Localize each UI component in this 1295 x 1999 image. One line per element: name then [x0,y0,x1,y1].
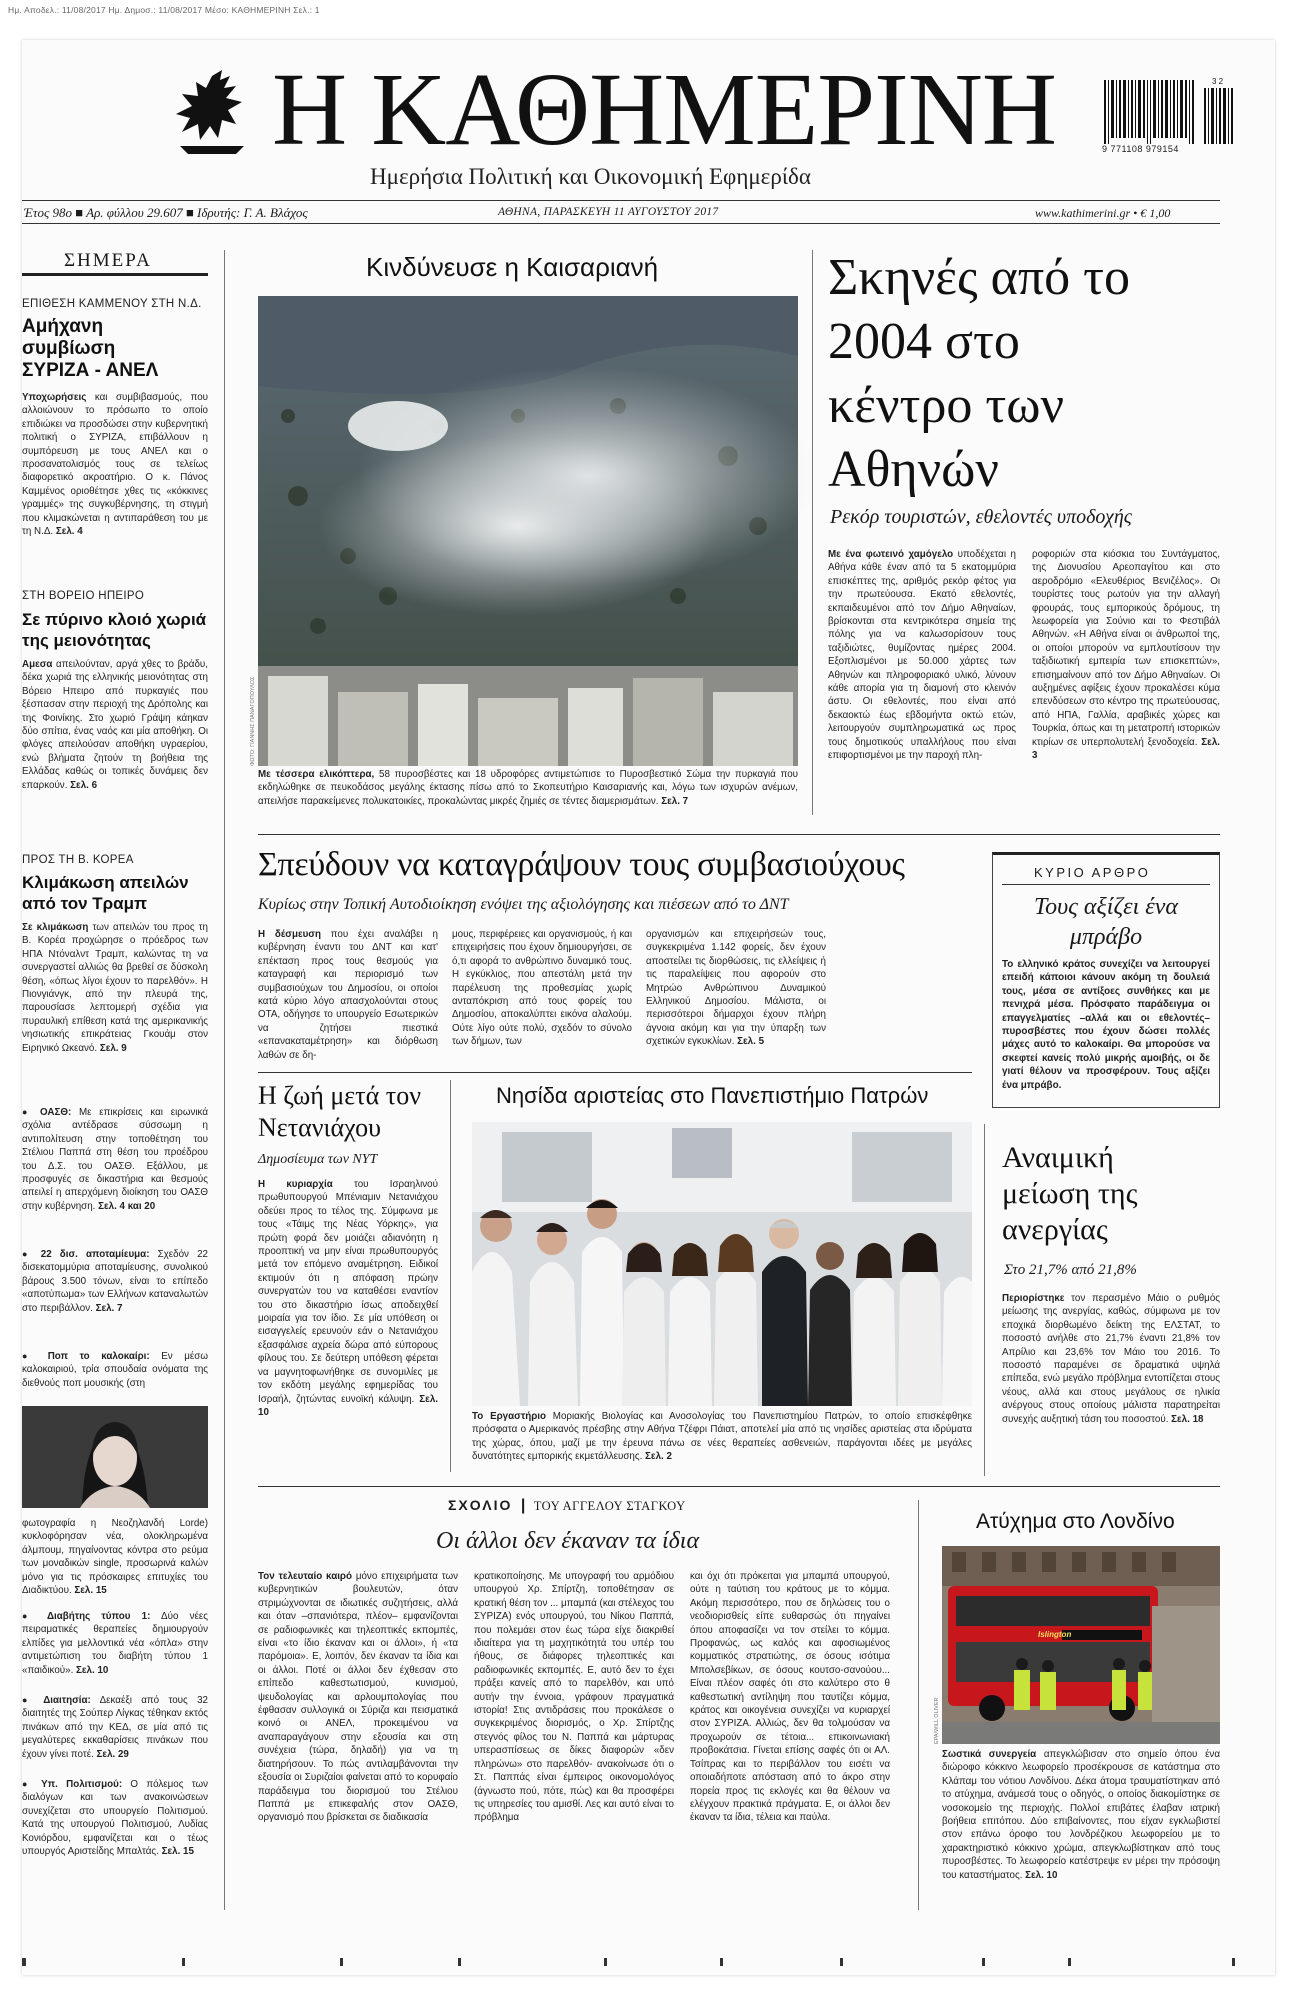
brief-lead: ● 22 δισ. αποταμίευμα: [22,1249,149,1260]
tents-col-1 [828,548,1016,816]
comment-label: ΣΧΟΛΙΟ [448,1497,513,1513]
sidebar-heading-rule [22,273,208,276]
contracts-col-1 [258,928,438,1061]
issue-info: Έτος 98ο ■ Αρ. φύλλου 29.607 ■ Ιδρυτής: Γ. Α. Βλάχος [24,205,308,220]
newspaper-title: Η ΚΑΘΗΜΕΡΙΝΗ [272,52,1056,167]
tents-subtitle: Ρεκόρ τουριστών, εθελοντές υποδοχής [830,506,1132,528]
page-ref: Σελ. 3 [1032,736,1221,762]
brief-lead: ● Διαβήτης τύπου 1: [22,1611,150,1622]
page-ref: Σελ. 7 [658,795,689,807]
comment-col-2 [474,1570,674,1910]
fire-photo-credit: ΦΩΤΟ: ΓΙΑΝΝΗΣ ΠΑΝΑΓΟΠΟΥΛΟΣ [250,676,256,766]
editorial-body: Το ελληνικό κράτος συνεχίζει να λειτουργεί επειδή κάποιοι κάνουν ακόμη τη δουλειά τους, μέσα σε αντίξοες συνθήκες και με πενιχρά μέσα. Πρόσφατο παράδειγμα οι επαγγελματίες –αλλά και οι εθελοντές– πυροσβέστες που έχουν δώσει πολλές μάχες αυτό το καλοκαίρι. Θα μπορούσε να σκεφτεί κανείς πολύ μικρής αμοιβής, οι δε γιατί θέλουν να προσφέρουν. Τους αξίζει ένα μπράβο. [1002,959,1210,1091]
sidebar [22,238,218,1908]
griffin-logo-icon [170,68,254,160]
lead-words: Αμεσα [22,659,53,670]
page-ref: Σελ. 15 [158,1846,194,1858]
page-ref: Σελ. 2 [642,1451,672,1463]
lead-words: Η κυριαρχία [258,1179,333,1190]
page-ref: Σελ. 15 [71,1585,107,1597]
comment-col-3 [690,1570,890,1910]
fire-photo [258,296,798,766]
lead-words: Τον τελευταίο καιρό [258,1571,352,1582]
sidebar-brief-savings [22,1248,208,1330]
info-bottom-rule [22,223,1220,224]
sidebar-brief-culture [22,1778,208,1876]
section-rule [258,1486,1220,1487]
lead-words: Σε κλιμάκωση [22,922,89,933]
lead-words: Υποχωρήσεις [22,392,87,403]
column-divider [450,1080,451,1472]
page-ref: Σελ. 9 [97,1042,127,1054]
brief-body: Δεκαέξι από τους 32 διαιτητές της Σούπερ Λίγκας τέθηκαν εκτός πινάκων από την ΚΕΔ, σε μία από τις μεγαλύτερες εκκαθαρίσεις πινάκων που έχουν γίνει ποτέ. [22,1695,208,1760]
contracts-subtitle: Κυρίως στην Τοπική Αυτοδιοίκηση ενόψει της αξιολόγησης και πιέσεων από το ΔΝΤ [258,896,789,913]
comment-col-1 [258,1570,458,1910]
comment-author: ΤΟΥ ΑΓΓΕΛΟΥ ΣΤΑΓΚΟΥ [533,1499,686,1513]
registration-marks [22,1952,1275,1972]
contracts-headline: Σπεύδουν να καταγράψουν τους συμβασιούχους [258,846,905,883]
lead-words: Το Εργαστήριο [472,1411,546,1422]
lead-words: Περιορίστηκε [1002,1293,1065,1304]
caption-body: Μοριακής Βιολογίας και Ανοσολογίας του Πανεπιστημίου Πατρών, το οποίο επισκέφθηκε πρόσφατα ο Αμερικανός πρέσβης στην Αθήνα Τζέφρι Πάιατ, αποτελεί μία από τις νησίδες αριστείας στα ιδρύματα της χώρας, όπου, μαζί με την έρευνα πάνω σε νέες θεραπείες ασθενειών, παράγονται ιδέες με μεγάλες δυνατότητες εμπορικής εκμετάλλευσης. [472,1411,972,1463]
section-rule [258,834,1220,835]
story-body: και όχι ότι πρόκειται για μπαμπά υπουργού, ούτε η ταύτιση του κράτους με το κόμμα. Ακόμη περισσότερο, που σε δηλώσεις του ο νεοδιορισθείς είπε ευθαρσώς ότι πηγαίνει όπου αποφασίζει να τον στείλει το κόμμα. Προφανώς, ως καλός και αφοσιωμένος κομματικός στρατιώτης, σε όσους ισότιμα Μπολσεβίκων, σε όσους κουτσο-σανούου... Είναι πλέον σαφές ότι στο καλύτερο στο θ καθεστωτική αντίληψη που ταυτίζει κόμμα, κράτος και οικογένεια συνεχίζει να κυριαρχεί στον ΣΥΡΙΖΑ. Αλλιώς, δεν θα τολμούσαν να προχωρούν σε τέτοια... επικοινωνιακή προβοκάτσια. Γίνεται επίσης σαφές ότι οι ΑΛ. Τσίπρας και το περιβάλλον του εισέτι να οποιαδήποτε απόσταση από το άκρο στην πορεία προς τις εκλογές και θα θέλουν να ελέγχουν πρακτικά πράγματα. Ε, οι άλλοι δεν έκαναν τα ίδια, τέλεια και παύλα. [690,1571,890,1824]
brief-body-cont: φωτογραφία η Νεοζηλανδή Lorde) κυκλοφόρησαν νέα, ολοκληρωμένα άλμπουμ, πηγαίνοντας κόντρα στο ρεύμα των μοναδικών single, προσωρινά καλών μόνο για τις πρόσκαιρες επιτυχίες του Διαδικτύου. [22,1518,208,1597]
page-ref: Σελ. 4 και 20 [95,1200,156,1212]
story-body: μόνο επιχειρήματα των κυβερνητικών βουλευτών, όταν στριμώχνονται σε ιδιωτικές συζητήσεις, αλλά και όταν –σπανιότερα, πλέον– εμφανίζονται σε ραδιοφωνικές και τηλεοπτικές εκπομπές, είναι «το ίδιο έκαναν και οι άλλοι», ή «τα παρόμοια». Ε, λοιπόν, δεν έκαναν τα ίδια και οι άλλοι. Ποτέ οι άλλοι δεν έχθεσαν στο επίπεδο καθεστωτισμού, κυνισμού, ψευδολογίας και αρλουμπολογίας που έφθασαν συλλογικά οι Σύριζα και πεισματικά κοινό οι ΑΝΕΛ, προκειμένου να αναπαραγάγουν στην εξουσία και στη συνέχεια (τώρα, δηλαδή) για να τη διατηρήσουν. Το πώς αντιλαμβάνονται την εξουσία οι Συριζαίοι φαίνεται από το κορυφαίο παράδειγμα του διορισμού του Στέλιου Παππά με επικεφαλής στον ΟΑΣΘ, οργανισμό που βρίσκεται σε διαδικασία [258,1571,458,1824]
london-photo [942,1546,1220,1744]
story-body: των απειλών του προς τη Β. Κορέα προχώρησε ο πρόεδρος των ΗΠΑ Ντόναλντ Τραμπ, καλώντας τη να συνεργαστεί αλλιώς θα βρεθεί σε δύσκολη θέση, «όπως λίγοι έχουν το παρελθόν». Η Πιονγιάνγκ, από την πλευρά της, παρουσίασε λεπτομερή σχέδια για πυραυλική επίθεση κατά της αμερικανικής νησιωτικής επικράτειας Γκουάμ στον Ειρηνικό Ωκεανό. [22,922,209,1054]
page-ref: Σελ. 5 [734,1036,765,1048]
netanyahu-subtitle: Δημοσίευμα των NYT [258,1152,378,1167]
contracts-col-2 [452,928,632,1054]
netanyahu-body [258,1178,438,1438]
sidebar-kicker-3: ΠΡΟΣ ΤΗ Β. ΚΟΡΕΑ [22,854,134,866]
lead-words: Με ένα φωτεινό χαμόγελο [828,549,954,560]
unemployment-body [1002,1292,1220,1472]
comment-label-line [448,1497,686,1515]
lead-words: Σωστικά συνεργεία [942,1749,1037,1760]
london-caption [942,1748,1220,1910]
website-price: www.kathimerini.gr • € 1,00 [1035,206,1171,220]
column-divider [812,250,813,815]
barcode-addon-number: 3 2 [1212,77,1224,86]
brief-body: Με επικρίσεις και ειρωνικά σχόλια αντέδρασε σύσσωμη η αντιπολίτευση στην τοποθέτηση του Στέλιου Παππά στη θέση του προέδρου του Δ.Σ. του ΟΑΣΘ. Εξάλλου, με προσφυγές σε δικαστήρια και θεσμούς απειλεί η απερχόμενη διοίκηση του ΟΑΣΘ στην κυβέρνηση. [22,1107,208,1212]
sidebar-story-2 [22,658,208,834]
bus-sign-text: Islington [1038,1630,1072,1639]
patras-caption [472,1410,972,1464]
london-photo-credit: EPA/WILL OLIVER [934,1697,940,1744]
brief-body: Ο πόλεμος των διαλόγων και των ανακοινώσεων συνεχίζεται στο υπουργείο Πολιτισμού. Κατά της υπουργού Πολιτισμού, Λυδίας Κονιόρδου, εμφανίζεται και ο τέως υπουργός Αριστείδης Μπαλτάς. [22,1779,209,1858]
story-body: που έχει αναλάβει η κυβέρνηση έναντι του ΔΝΤ και κατ' επέκταση προς τους θεσμούς για καταγραφή και περιορισμό των συμβασιούχων του Δημοσίου, οι οποίοι κατά κύριο λόγο απασχολούνται στους ΟΤΑ, οδήγησε το υπουργείο Εσωτερικών να ζητήσει πιεστικά «επανακαταμέτρηση» και διόρθωση λαθών σε δη- [258,929,438,1061]
sidebar-story-1 [22,391,208,567]
story-body: απειλούνταν, αργά χθες το βράδυ, δέκα χωριά της ελληνικής μειονότητας στη Βόρειο Ηπειρο από πυρκαγιές που ξέσπασαν στην περιοχή της Δρόπολης και της Φοινίκης. Στο χωριό Γράψη κάηκαν δύο σπίτια, ένας ναός και μία αποθήκη. Οι φλόγες απειλούσαν αποθήκη υγραερίου, ενώ βλήματα ζητούν τη βοήθεια της Ελλάδας καθώς οι τοπικές δυνάμεις δεν επαρκούν. [22,659,208,791]
london-headline: Ατύχημα στο Λονδίνο [976,1510,1175,1533]
patras-photo [472,1122,972,1406]
story-body: ροφοριών στα κιόσκια του Συντάγματος, της Διονυσίου Αρεοπαγίτου και στο αεροδρόμιο «Ελευθέριος Βενιζέλος». Οι τουρίστες τους ρωτούν για την αλλαγή φρουράς, τους εμπορικούς δρόμους, τη λεωφορεία για Σούνιο και το Φεστιβάλ Αθηνών. «Η Αθήνα είναι οι άνθρωποί της, οι οποίοι μπορούν να εμπλουτίσουν την ταξιδιωτική εμπειρία των επισκεπτών», επισημαίνουν από τον Δήμο Αθηναίων. Οι αυξημένες αφίξεις έχουν προκαλέσει κύμα επενδύσεων στο κέντρο της πρωτεύουσας, από ΗΠΑ, Γαλλία, αραβικές χώρες και Τουρκία, όπως και τη μετατροπή ιστορικών κτιρίων σε υπερπολυτελή ξενοδοχεία. [1032,549,1220,748]
brief-body: Δύο νέες πειραματικές θεραπείες δημιουργούν ελπίδες για μελλοντικά νέα «όπλα» στην αντιμετώπιση του διαβήτη τύπου 1 «παιδικού». [22,1611,208,1676]
editorial-title: Τους αξίζει ένα μπράβο [1033,894,1178,950]
page-ref: Σελ. 4 [53,526,83,538]
lead-words: Η δέσμευση [258,929,321,940]
brief-body: Εν μέσω καλοκαιριού, τρία σπουδαία ονόματα της διεθνούς ποπ μουσικής (στη [22,1351,208,1389]
info-top-rule [22,200,1220,201]
tents-headline: Σκηνές από το 2004 στο κέντρο των Αθηνών [828,249,1130,498]
page-ref: Σελ. 10 [73,1664,109,1676]
tents-col-2 [1032,548,1220,816]
brief-lead: ● ΟΑΣΘ: [22,1107,71,1118]
story-body: υποδέχεται η Αθήνα κάθε έναν από τα 5 εκατομμύρια επισκέπτες της, αριθμός ρεκόρ φέτος για την πρωτεύουσα. Εκατό εθελοντές, εκπαιδευμένοι από τον Δήμο Αθηναίων, βρίσκονται στα κεντρικότερα σημεία της πόλης για να καλωσορίσουν τους ταξιδιώτες, θυμίζοντας ημέρες 2004. Εξοπλισμένοι με 50.000 χάρτες των Αθηνών και πληροφοριακό υλικό, λύνουν κάθε απορία για τη διαμονή στο κλεινόν άστυ. Οι εθελοντές, που είναι από δεκαοκτώ έως εβδομήντα οκτώ ετών, λειτουργούν συμπληρωματικά ως προς τους δημοτικούς υπαλλήλους που είναι επιφορτισμένοι με την παροχή πλη- [828,549,1016,762]
page-ref: Σελ. 29 [93,1748,129,1760]
page-ref: Σελ. 10 [1022,1869,1058,1881]
unemployment-subtitle: Στο 21,7% από 21,8% [1004,1262,1137,1278]
sidebar-heading: ΣΗΜΕΡΑ [58,250,158,272]
page-ref: Σελ. 10 [258,1393,438,1418]
sidebar-brief-oasth [22,1106,208,1242]
masthead [22,52,1275,220]
story-body: τον περασμένο Μάιο ο ρυθμός μείωσης της ανεργίας, καθώς, σύμφωνα με τον εποχικά διορθωμένο δείκτη της ΕΛΣΤΑΤ, το ποσοστό ανήλθε στο 21,7% έναντι 21,8% τον Απρίλιο και 23,6% τον Μάιο του 2016. Το ποσοστό παραμένει σε δραματικά υψηλά επίπεδα, ενώ μεγάλο πρόβλημα εντοπίζεται στους νέους, αλλά και στους μεγάλους σε ηλικία ανέργους στους οποίους μάλιστα παρατηρείται συνεχής αυξητική τάση του ποσοστού. [1002,1293,1220,1425]
brief-lead: ● Ποπ το καλοκαίρι: [22,1351,150,1362]
lorde-photo [22,1406,208,1508]
story-body: και συμβιβασμούς, που αλλοιώνουν το πρόσωπο το οποίο επιδιώκει να προσδώσει στην κυβερνητική πολιτική ο ΣΥΡΙΖΑ, επιβάλλουν η συμπόρευση με τους ΑΝΕΛ και ο προσανατολισμός τους σε τελείως διαφορετικό ακροατήριο. Ο κ. Πάνος Καμμένος οριοθέτησε χθες τις «κόκκινες γραμμές» της συγκυβέρνησης, τη στιγμή που κλιμακώνεται η αντιπαράθεση του με τη Ν.Δ. [22,392,208,538]
story-body: μους, περιφέρειες και οργανισμούς, ή και επιχειρήσεις που έχουν δημιουργήσει, σε ό,τι αφορά το ανθρώπινο δυναμικό τους. Η εγκύκλιος, που απεστάλη μετά την παρέλευση της προθεσμίας χωρίς ανταπόκριση από τους φορείς του Δημοσίου, αποκαλύπτει εικόνα αλαλούμ. Ούτε λίγο ούτε πολύ, σχεδόν το σύνολο των δήμων, των [452,929,632,1048]
comment-headline: Οι άλλοι δεν έκαναν τα ίδια [436,1528,700,1554]
contracts-col-3 [646,928,826,1054]
sidebar-title-1: Αμήχανη συμβίωση ΣΥΡΙΖΑ - ΑΝΕΛ [22,316,159,381]
column-divider [984,1124,985,1476]
lead-words: Με τέσσερα ελικόπτερα, [258,769,375,780]
column-divider [918,1500,919,1910]
unemployment-headline: Αναιμική μείωση της ανεργίας [1002,1141,1138,1246]
story-body: οργανισμών και επιχειρήσεών τους, συγκεκριμένα 1.142 φορείς, δεν έχουν αποστείλει τις διορθώσεις, τις ελλείψεις ή τις παραλείψεις που αφορούν στο Μητρώο Ανθρώπινου Δυναμικού Ελληνικού Δημοσίου. Μάλιστα, οι περισσότεροι δήμαρχοι έχουν πλήρη άγνοια ακόμη και για την ύπαρξη των σχετικών εγκυκλίων. [646,929,826,1048]
caption-body: 58 πυροσβέστες και 18 υδροφόρες αντιμετώπισε το Πυροσβεστικό Σώμα την πυρκαγιά που εκδηλώθηκε σε πευκοδάσος μεγάλης έκτασης πίσω από το Σκοπευτήριο Καισαριανής και, λόγω των ισχυρών ανέμων, απειλήσε παρακείμενες πολυκατοικίες, προκαλώντας μικρές ζημιές σε τέντες διαμερισμάτων. [258,769,799,807]
page-ref: Σελ. 18 [1168,1413,1204,1425]
newspaper-subtitle: Ημερήσια Πολιτική και Οικονομική Εφημερίδα [370,164,811,189]
caption-body: απεγκλώβισαν στο σημείο όπου ένα διώροφο κόκκινο λεωφορείο προσέκρουσε σε κατάστημα στο Κλάπαμ του νότιου Λονδίνου. Δέκα άτομα τραυματίστηκαν από το ατύχημα, ανάμεσά τους ο οδηγός, ο οποίος διακομίστηκε σε νοσοκομείο της περιοχής. Πολλοί επιβάτες έλαβαν ιατρική βοήθεια επιτόπου. Δύο επιβαίνοντες, που είχαν εγκλωβιστεί στον επάνω όροφο του λονδρέζικου λεωφορείου με το χαρακτηριστικό κόκκινο χρώμα, απεγκλωβίστηκαν από τους πυροσβέστες. Το λεωφορείο κατέστρεψε εν μέρει την πρόσοψη του καταστήματος. [942,1749,1220,1881]
sidebar-brief-pop-cont [22,1517,208,1599]
story-body: του Ισραηλινού πρωθυπουργού Μπένιαμιν Νετανιάχου οδεύει προς το τέλος της. Σύμφωνα με τους «Τάιμς της Νέας Υόρκης», για πρώτη φορά δεν μοιάζει αδιανόητη η προοπτική να μην είναι πρωθυπουργός μετά τον επόμενο αναμέτρηση. Ειδικοί εκτιμούν ότι η απόφαση πρώην συνεργατών του να καταθέσει εναντίον του στο δικαστήριο ίσως αποδειχθεί μοιραία για τον ίδιο. Σε μία υπόθεση οι εισαγγελείς ερευνούν εάν ο Νετανιάχου εξασφάλισε αχρεία δώρα από εύπορους φίλους του. Σε δεύτερη υπόθεση φέρεται να μαγνητοφωνήθηκε σε συνομιλίες με τον εκδότη μεγάλης εφημερίδας του Ισραήλ, ζητώντας ευνοϊκή κάλυψη. [258,1179,438,1405]
section-rule [258,1072,972,1073]
netanyahu-headline: Η ζωή μετά τον Νετανιάχου [258,1081,421,1142]
sidebar-kicker-2: ΣΤΗ ΒΟΡΕΙΟ ΗΠΕΙΡΟ [22,590,145,602]
sidebar-title-3: Κλιμάκωση απειλών από τον Τραμπ [22,873,189,913]
sidebar-brief-referees [22,1694,208,1764]
barcode-number: 9 771108 979154 [1102,144,1179,154]
brief-lead: ● Υπ. Πολιτισμού: [22,1779,122,1790]
page-ref: Σελ. 7 [92,1302,123,1314]
sidebar-kicker-1: ΕΠΙΘΕΣΗ ΚΑΜΜΕΝΟΥ ΣΤΗ Ν.Δ. [22,298,202,310]
fire-headline: Κινδύνευσε η Καισαριανή [366,252,659,282]
sidebar-story-3 [22,921,208,1097]
sidebar-brief-pop [22,1350,208,1389]
issue-date: ΑΘΗΝΑ, ΠΑΡΑΣΚΕΥΗ 11 ΑΥΓΟΥΣΤΟΥ 2017 [498,206,719,218]
story-body: κρατικοποίησης. Με υπογραφή του αρμόδιου υπουργού Χρ. Σπίρτζη, τοποθέτησαν σε κρατική θέση τον ... μπαμπά (και στέλεχος του ΣΥΡΙΖΑ) ενός υπουργού, του Νίκου Παππά, που πολεμάει στον έως τώρα είχε διακριθεί ιδιαίτερα για τη μαχητικότητά του υπέρ του ήθους, σε διάφορες τηλεοπτικές και ραδιοφωνικές εκπομπές. Ε, αυτό δεν το έχει πράξει κανείς από το παρελθόν, και υπό αυτήν την έννοια, γράφουν πραγματικά ιστορία! Στις αντιδράσεις που προκάλεσε ο συγκεκριμένος διορισμός, ο Χρ. Σπίρτζης στεγνός φίλος του Ν. Παππά και μάρτυρας υπερασπίσεως σε δίκες διαφορών «δεν πληρώνω» στο παρελθόν- ανακοίνωσε ότι ο Στ. Παππάς είναι έμπειρος οικονομολόγος (άγνωστο πού, πότε, πώς) και θα προσφέρει τις υπηρεσίες του αμισθί. Λες και αυτό είναι το πρόβλημα [474,1571,675,1824]
archive-stamp: Ημ. Αποδελ.: 11/08/2017 Ημ. Δημοσ.: 11/08/2017 Μέσο: ΚΑΘΗΜΕΡΙΝΗ Σελ.: 1 [8,5,320,15]
sidebar-title-2: Σε πύρινο κλοιό χωριά της μειονότητας [22,610,207,650]
fire-caption [258,768,798,810]
sidebar-brief-diabetes [22,1610,208,1680]
editorial-label-rule [1002,884,1210,885]
comment-separator: | [520,1497,526,1514]
editorial-label: ΚΥΡΙΟ ΑΡΘΡΟ [1034,865,1151,880]
barcode [1102,77,1242,158]
patras-headline: Νησίδα αριστείας στο Πανεπιστήμιο Πατρών [496,1083,929,1108]
page-ref: Σελ. 6 [67,779,98,791]
brief-lead: ● Διαιτησία: [22,1695,91,1706]
sidebar-divider [224,250,225,1910]
brief-body: Σχεδόν 22 δισεκατομμύρια αποταμίευσης, συνολικού βάρους 3.500 τόνων, είναι το επίπεδο «αποτύπωμα» των Ελλήνων καταναλωτών στο περιβάλλον. [22,1249,208,1314]
